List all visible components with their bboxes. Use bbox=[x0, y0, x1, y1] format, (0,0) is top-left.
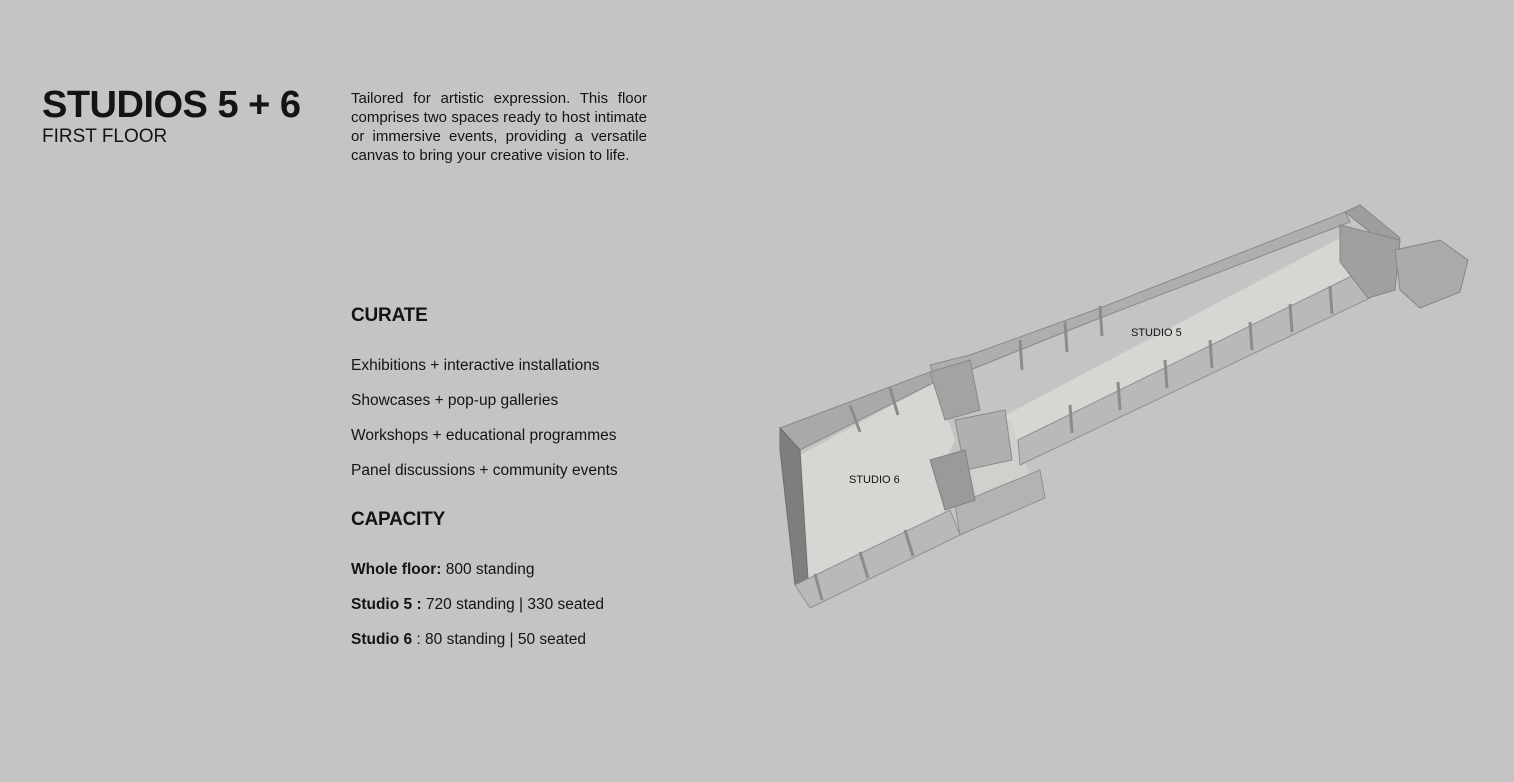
wall-segment bbox=[780, 428, 808, 585]
studio-6-label: STUDIO 6 bbox=[849, 474, 900, 486]
pillar bbox=[1100, 306, 1102, 336]
capacity-item bbox=[351, 561, 604, 596]
curate-list bbox=[351, 357, 618, 497]
floor-plan-illustration bbox=[770, 195, 1480, 625]
studio-5-label: STUDIO 5 bbox=[1131, 327, 1182, 339]
capacity-value: 720 standing | 330 seated bbox=[421, 596, 605, 613]
pillar bbox=[1250, 322, 1252, 350]
capacity-label: Studio 5 : bbox=[351, 596, 422, 613]
capacity-heading: CAPACITY bbox=[351, 509, 446, 530]
floor-surface bbox=[1000, 238, 1368, 440]
curate-item: Workshops + educational programmes bbox=[351, 427, 617, 444]
pillar bbox=[1330, 286, 1332, 314]
pillar bbox=[1210, 340, 1212, 368]
curate-item: Exhibitions + interactive installations bbox=[351, 357, 600, 374]
capacity-list bbox=[351, 561, 604, 666]
pillar bbox=[1118, 382, 1120, 410]
capacity-item bbox=[351, 596, 604, 631]
title-block bbox=[42, 84, 301, 148]
intro-paragraph: Tailored for artistic expression. This floor comprises two spaces ready to host intimate or immersive events, providing a versatile canvas to bring your creative vision to life. bbox=[351, 90, 647, 164]
page-subtitle: FIRST FLOOR bbox=[42, 126, 168, 147]
pillar bbox=[1020, 340, 1022, 370]
page-title: STUDIOS 5 + 6 bbox=[42, 84, 301, 126]
pillar bbox=[1070, 405, 1072, 433]
curate-item: Panel discussions + community events bbox=[351, 462, 618, 479]
capacity-label: Whole floor: bbox=[351, 561, 442, 578]
capacity-label: Studio 6 bbox=[351, 631, 413, 648]
curate-item: Showcases + pop-up galleries bbox=[351, 392, 559, 409]
capacity-value: 800 standing bbox=[441, 561, 535, 578]
wall-segment bbox=[1018, 268, 1370, 465]
wall-segment bbox=[1395, 240, 1468, 308]
capacity-value: : 80 standing | 50 seated bbox=[412, 631, 586, 648]
pillar bbox=[1165, 360, 1167, 388]
capacity-item bbox=[351, 631, 604, 666]
pillar bbox=[1290, 304, 1292, 332]
curate-heading: CURATE bbox=[351, 305, 428, 326]
pillar bbox=[1065, 322, 1067, 352]
